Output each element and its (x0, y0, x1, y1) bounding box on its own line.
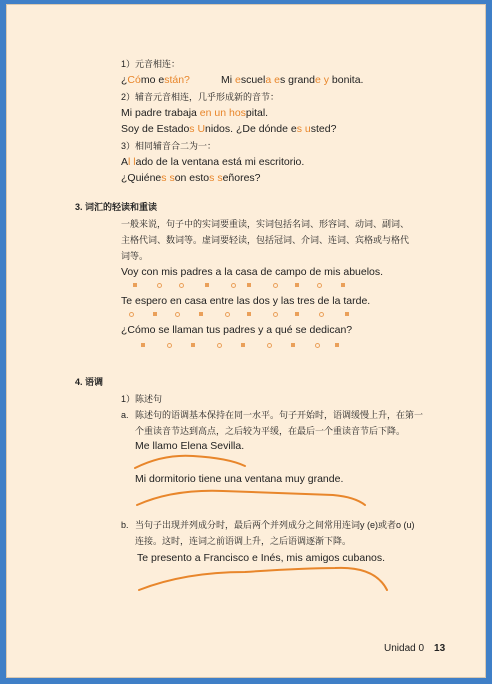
item-b-text: 连接。这时，连词之前语调上升，之后语调逐渐下降。 (135, 536, 352, 546)
consonant-vowel-heading: 2）辅音元音相连，几乎形成新的音节： (121, 92, 280, 102)
example-same-consonant-1: Al lado de la ventana está mi escritorio. (121, 156, 305, 168)
same-consonant-heading: 3）相同辅音合二为一： (121, 141, 217, 151)
textbook-page (6, 4, 486, 678)
unit-label: Unidad 0 (384, 643, 425, 654)
item-a-label: a. (121, 410, 129, 420)
declarative-heading: 1）陈述句 (121, 394, 163, 404)
page-footer (384, 643, 445, 654)
intonation-curve-2 (133, 483, 373, 511)
intonation-example-3: Te presento a Francisco e Inés, mis amigos cubanos. (137, 552, 386, 564)
stress-example-1: Voy con mis padres a la casa de campo de mis abuelos. (121, 266, 384, 278)
intonation-curve-1 (133, 452, 253, 472)
example-consonant-1: Mi padre trabaja en un hospital. (121, 107, 269, 119)
example-consonant-2: Soy de Estados Unidos. ¿De dónde es usted? (121, 123, 337, 135)
item-b-text: 当句子出现并列成分时，最后两个并列成分之间常用连词y (e)或者o (u) (135, 520, 415, 530)
stress-marks-1 (127, 281, 377, 291)
section-3-heading: 3. 词汇的轻读和重读 (75, 202, 158, 212)
page-number: 13 (434, 643, 446, 654)
section-4-heading: 4. 语调 (75, 377, 104, 387)
example-vowel-2: Mi escuela es grande y bonita. (221, 74, 364, 86)
item-b-label: b. (121, 520, 129, 530)
intonation-curve-3 (135, 562, 397, 596)
stress-marks-3 (127, 341, 377, 351)
stress-marks-2 (127, 310, 377, 320)
stress-paragraph-line: 主格代词、数词等。虚词要轻读，包括冠词、介词、连词、宾格或与格代 (121, 235, 410, 245)
stress-paragraph-line: 一般来说，句子中的实词要重读，实词包括名词、形容词、动词、副词、 (121, 219, 410, 229)
stress-example-2: Te espero en casa entre las dos y las tres de la tarde. (121, 295, 371, 307)
example-vowel-1: ¿Cómo están? (121, 74, 190, 86)
vowel-linking-heading: 1）元音相连： (121, 59, 181, 69)
intonation-example-2: Mi dormitorio tiene una ventana muy grande. (135, 473, 344, 485)
stress-paragraph-line: 词等。 (121, 251, 149, 261)
item-a-text: 个重读音节达到高点，之后较为平缓，在最后一个重读音节后下降。 (135, 426, 406, 436)
example-same-consonant-2: ¿Quiénes son estos señores? (121, 172, 261, 184)
stress-example-3: ¿Cómo se llaman tus padres y a qué se dedican? (121, 324, 353, 336)
intonation-example-1: Me llamo Elena Sevilla. (135, 440, 245, 452)
item-a-text: 陈述句的语调基本保持在同一水平。句子开始时，语调缓慢上升，在第一 (135, 410, 424, 420)
